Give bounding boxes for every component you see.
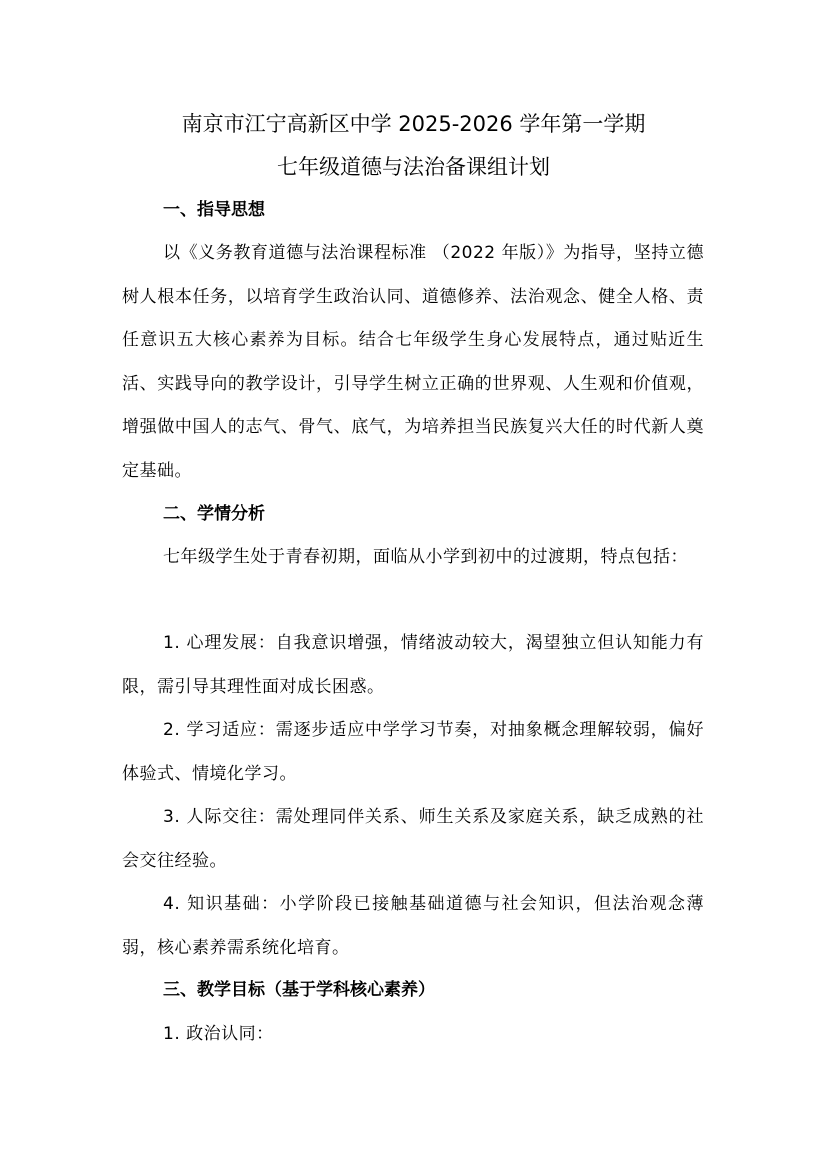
section3-heading: 三、教学目标（基于学科核心素养） (163, 980, 435, 1000)
section1-paragraph: 以《义务教育道德与法治课程标准 （2022 年版）》为指导，坚持立德树人根本任务，以培育学生政治认同、道德修养、法治观念、健全人格、责任意识五大核心素养为目标。结合七年级学生身心发展特点，通过贴近生活、实践导向的教学设计，引导学生树立正确的世界观、人生观和价值观，增强做中国人的志气、骨气、底气，为培养担当民族复兴大任的时代新人奠定基础。 (122, 243, 704, 481)
section3-first-item: 1. 政治认同： (163, 1024, 274, 1044)
document-title-line1: 南京市江宁高新区中学 2025-2026 学年第一学期 (181, 112, 646, 136)
list-item: 2. 学习适应：需逐步适应中学学习节奏，对抽象概念理解较弱，偏好体验式、情境化学习。 (122, 720, 704, 784)
document-title-line2: 七年级道德与法治备课组计划 (277, 155, 550, 179)
section1-heading: 一、指导思想 (163, 200, 265, 220)
list-item: 1. 心理发展：自我意识增强，情绪波动较大，渴望独立但认知能力有限，需引导其理性面对成长困惑。 (122, 633, 704, 697)
list-item: 3. 人际交往：需处理同伴关系、师生关系及家庭关系，缺乏成熟的社会交往经验。 (122, 807, 704, 871)
section2-heading: 二、学情分析 (163, 504, 265, 524)
section2-intro: 七年级学生处于青春初期，面临从小学到初中的过渡期，特点包括： (163, 547, 688, 567)
list-item: 4. 知识基础：小学阶段已接触基础道德与社会知识，但法治观念薄弱，核心素养需系统化培育。 (122, 894, 704, 958)
